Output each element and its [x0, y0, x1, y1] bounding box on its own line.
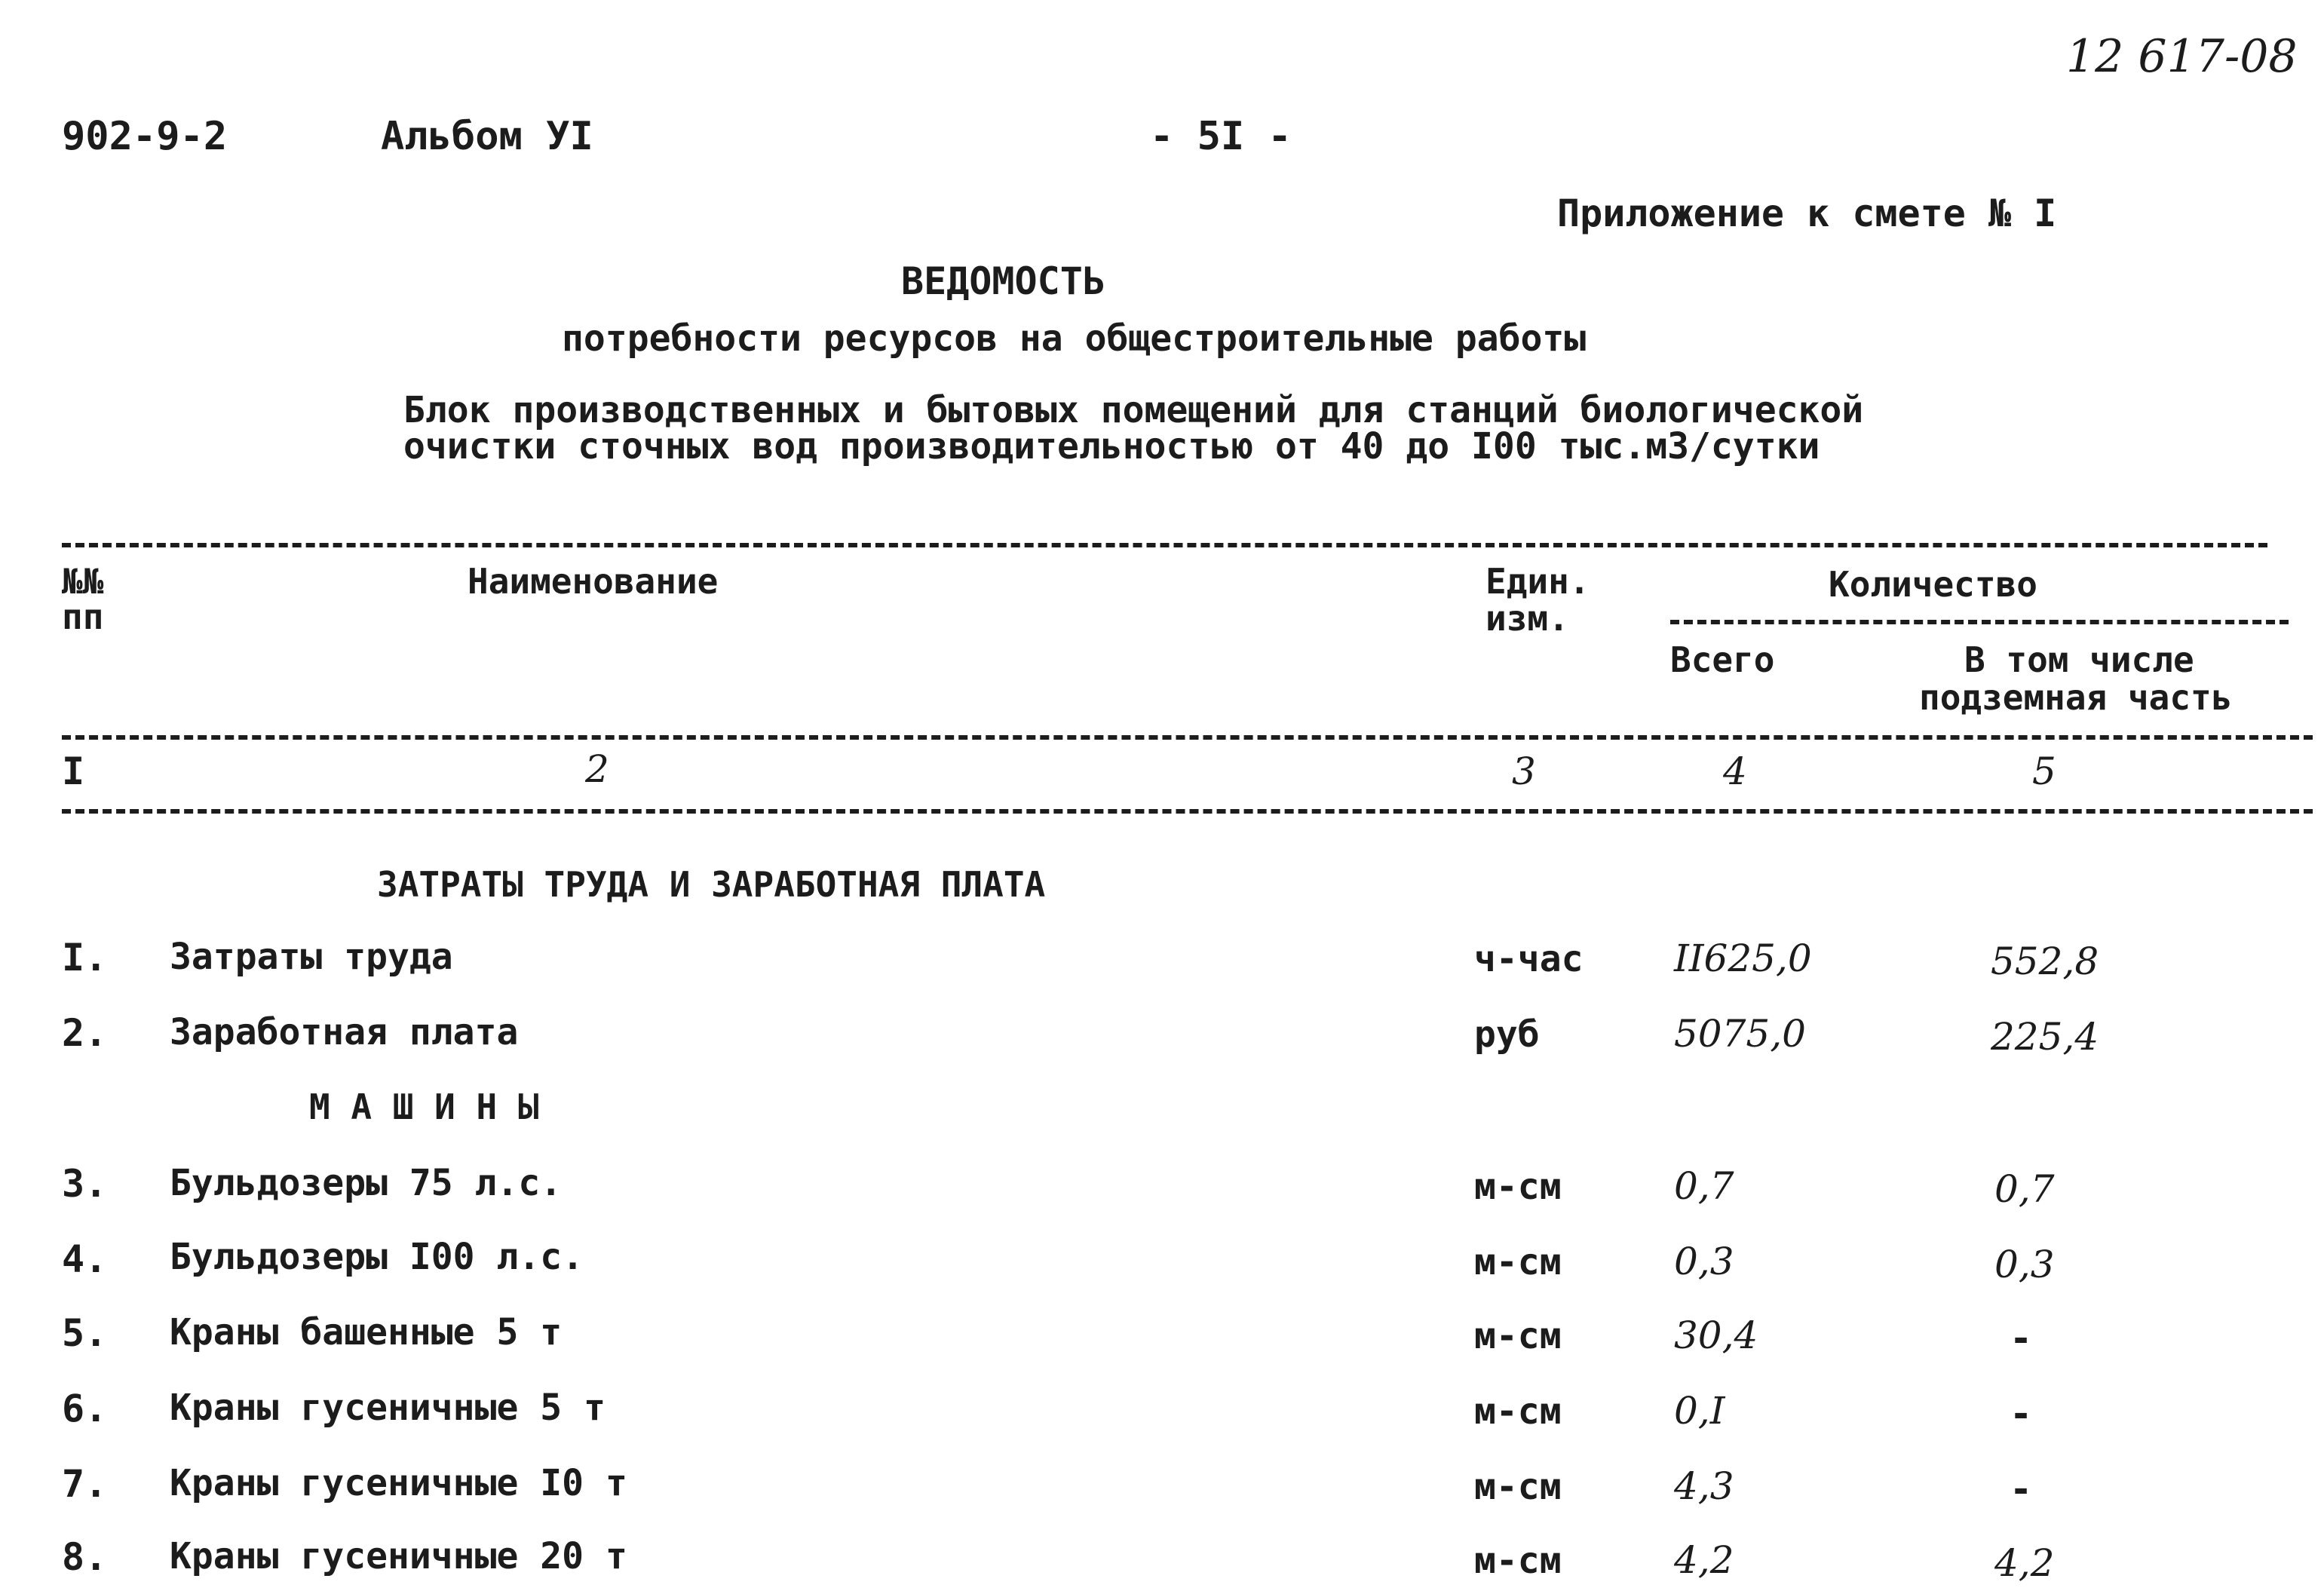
- page-number: - 5I -: [1150, 114, 1292, 159]
- row-underground: 225,4: [1991, 1015, 2099, 1059]
- row-underground: 0,7: [1994, 1167, 2055, 1211]
- col-unit-header-2: изм.: [1485, 598, 1569, 639]
- row-total: 4,3: [1674, 1464, 1734, 1508]
- col-unit-header: Един.: [1485, 561, 1590, 602]
- row-underground: -: [2010, 1317, 2033, 1360]
- row-name: Затраты труда: [170, 936, 453, 978]
- row-unit: ч-час: [1474, 938, 1584, 980]
- row-number: 3.: [62, 1162, 108, 1206]
- col-quantity-header: Количество: [1829, 564, 2037, 605]
- row-total: 4,2: [1674, 1538, 1734, 1582]
- section-labor: ЗАТРАТЫ ТРУДА И ЗАРАБОТНАЯ ПЛАТА: [377, 864, 1046, 905]
- col-underground-header-2: подземная часть: [1919, 677, 2233, 718]
- header-top-rule: [62, 543, 2267, 547]
- section-machines: М А Ш И Н Ы: [309, 1087, 539, 1127]
- row-number: I.: [62, 936, 108, 979]
- album-label: Альбом УI: [381, 114, 593, 159]
- row-total: 30,4: [1674, 1314, 1758, 1357]
- document-title: ВЕДОМОСТЬ: [901, 259, 1105, 303]
- row-number: 5.: [62, 1311, 108, 1355]
- col-name-header: Наименование: [468, 561, 719, 602]
- row-underground: -: [2010, 1392, 2033, 1436]
- row-total: II625,0: [1674, 936, 1812, 980]
- row-name: Бульдозеры 75 л.с.: [170, 1162, 563, 1204]
- row-name: Краны башенные 5 т: [170, 1311, 563, 1353]
- header-bottom-rule: [62, 809, 2313, 814]
- row-underground: 0,3: [1994, 1243, 2055, 1286]
- row-name: Краны гусеничные 20 т: [170, 1535, 627, 1577]
- row-name: Бульдозеры I00 л.с.: [170, 1236, 584, 1278]
- header-mid-rule: [62, 735, 2313, 740]
- row-number: 8.: [62, 1535, 108, 1579]
- row-unit: м-см: [1474, 1241, 1562, 1283]
- row-unit: м-см: [1474, 1540, 1562, 1582]
- col-num-header-2: пп: [62, 596, 104, 637]
- object-description-line1: Блок производственных и бытовых помещений для станций биологической: [403, 389, 1864, 431]
- column-number-1: I: [62, 749, 85, 793]
- row-total: 5075,0: [1674, 1012, 1806, 1056]
- appendix-note: Приложение к смете № I: [1557, 192, 2057, 235]
- document-code: 902-9-2: [62, 114, 228, 159]
- row-unit: руб: [1474, 1013, 1540, 1056]
- row-total: 0,3: [1674, 1240, 1734, 1283]
- row-underground: 4,2: [1994, 1541, 2055, 1585]
- archive-stamp: 12 617-08: [2066, 30, 2298, 83]
- column-number-2: 2: [585, 747, 609, 791]
- quantity-sub-rule: [1670, 620, 2289, 624]
- row-unit: м-см: [1474, 1466, 1562, 1508]
- row-number: 7.: [62, 1462, 108, 1506]
- row-total: 0,7: [1674, 1164, 1734, 1208]
- column-number-3: 3: [1512, 749, 1536, 793]
- row-unit: м-см: [1474, 1315, 1562, 1357]
- col-total-header: Всего: [1670, 639, 1775, 680]
- column-number-5: 5: [2032, 749, 2056, 793]
- row-number: 4.: [62, 1237, 108, 1281]
- document-subtitle: потребности ресурсов на общестроительные работы: [562, 317, 1587, 360]
- row-underground: -: [2010, 1467, 2033, 1511]
- row-name: Краны гусеничные 5 т: [170, 1387, 606, 1429]
- row-total: 0,I: [1674, 1389, 1725, 1433]
- row-name: Заработная плата: [170, 1011, 519, 1053]
- col-underground-header: В том числе: [1964, 639, 2194, 680]
- row-number: 2.: [62, 1011, 108, 1055]
- column-number-4: 4: [1723, 749, 1747, 793]
- object-description-line2: очистки сточных вод производительностью от 40 до I00 тыс.м3/сутки: [403, 425, 1820, 467]
- col-num-header: №№: [62, 561, 104, 602]
- row-name: Краны гусеничные I0 т: [170, 1462, 627, 1504]
- row-unit: м-см: [1474, 1166, 1562, 1208]
- row-unit: м-см: [1474, 1390, 1562, 1433]
- row-underground: 552,8: [1991, 940, 2099, 983]
- row-number: 6.: [62, 1387, 108, 1430]
